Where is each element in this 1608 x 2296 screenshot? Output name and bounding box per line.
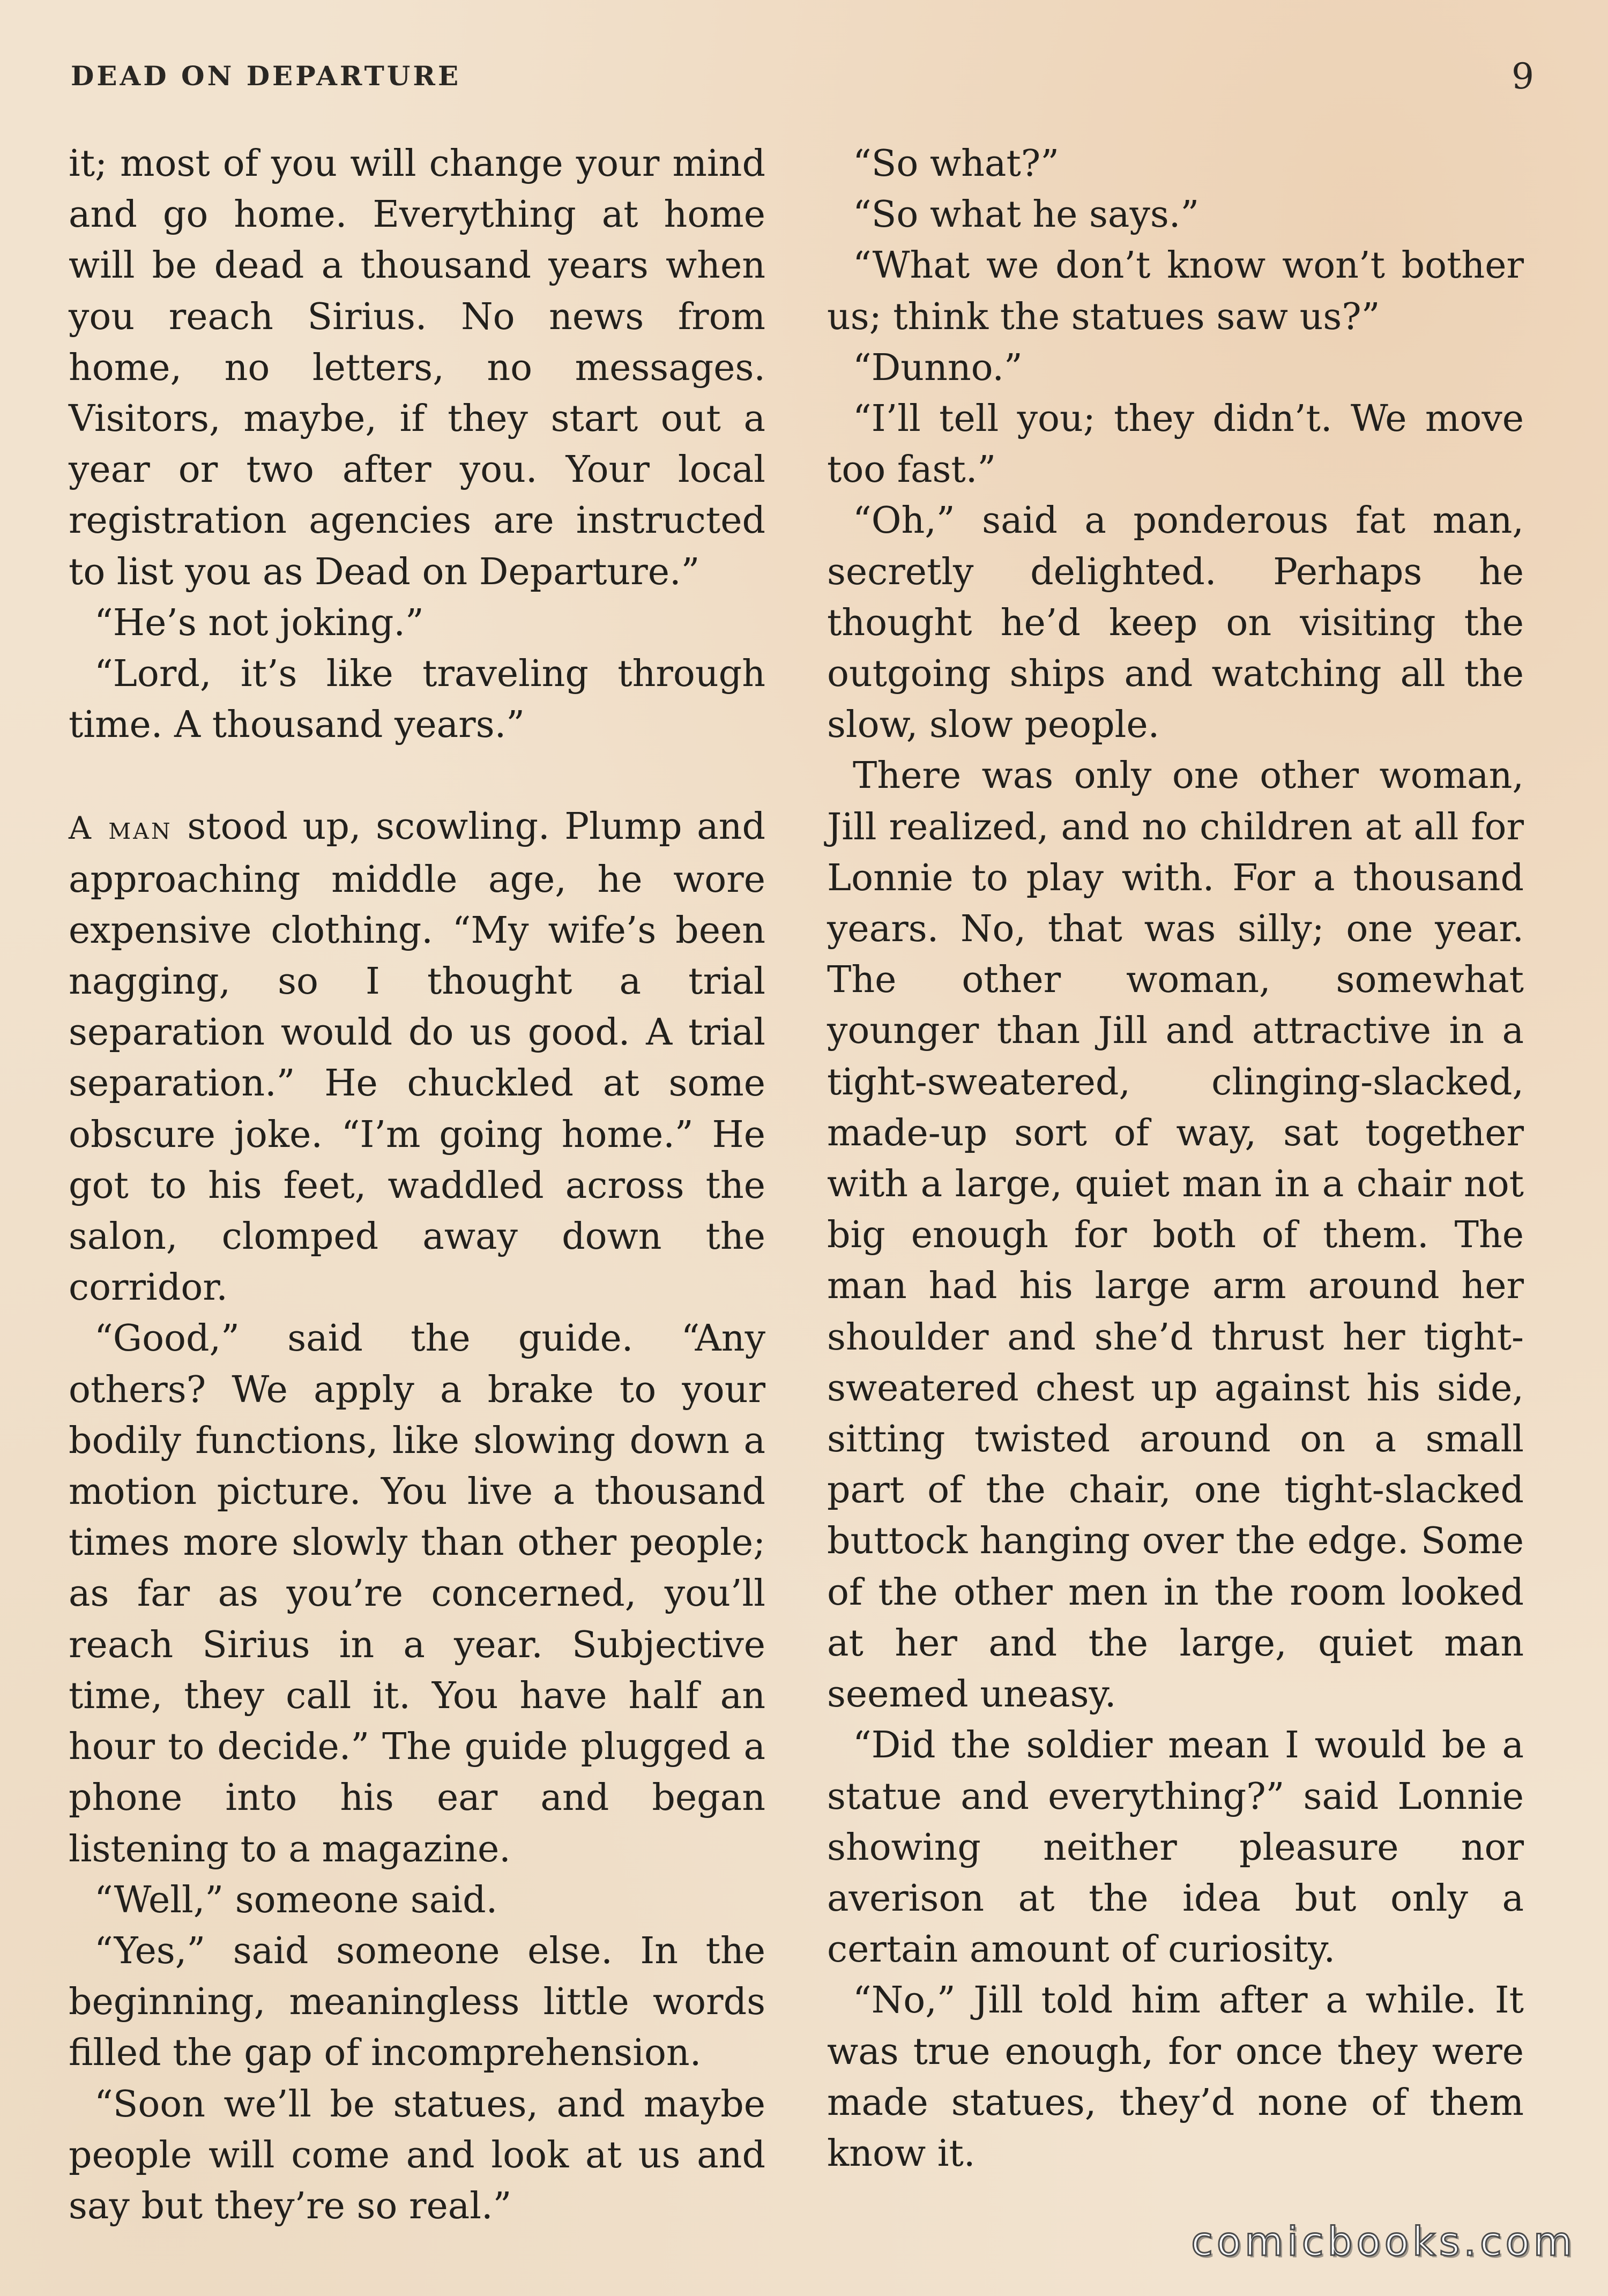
paragraph: “No,” Jill told him after a while. It was true enough, for once they were made statues, they’d none of them know it.	[827, 1979, 1524, 2175]
paragraph: “Did the soldier mean I would be a statue and everything?” said Lonnie showing neither pleasure nor averison at the idea but only a certain amount of curiosity.	[827, 1724, 1524, 1971]
paragraph: “He’s not joking.”	[94, 601, 424, 644]
paragraph-text: stood up, scowling. Plump and approaching middle age, he wore expensive clothing. “My wife’s been nagging, so I thought a trial separation would do us good. A trial separation.” He chuckled at some obscure joke. “I’m going home.” He got to his feet, waddled across the salon, clomped away down the corridor.	[69, 806, 765, 1309]
paragraph: “What we don’t know won’t bother us; think the statues saw us?”	[827, 244, 1524, 338]
paragraph: “Lord, it’s like traveling through time. A thousand years.”	[69, 653, 765, 747]
paragraph: it; most of you will change your mind and go home. Everything at home will be dead a thousand years when you reach Sirius. No news from home, no letters, no messages. Visitors, maybe, if they start out a year or two after you. Your local registration agencies are instructed to list you as Dead on Departure.”	[69, 143, 765, 593]
paragraph: “Yes,” said someone else. In the beginning, meaningless little words filled the gap of incomprehension.	[69, 1929, 765, 2075]
page-number: 9	[1512, 56, 1534, 97]
left-column	[69, 138, 765, 2232]
paragraph: “So what?”	[853, 143, 1059, 185]
small-caps-lead-in: A man	[69, 810, 173, 847]
paragraph: “I’ll tell you; they didn’t. We move too fast.”	[827, 398, 1524, 491]
paragraph: “Well,” someone said.	[94, 1878, 498, 1921]
paragraph: “Oh,” said a ponderous fat man, secretly delighted. Perhaps he thought he’d keep on visiting the outgoing ships and watching all the slow, slow people.	[827, 500, 1524, 747]
paragraph: There was only one other woman, Jill realized, and no children at all for Lonnie to play with. For a thousand years. No, that was silly; one year. The other woman, somewhat younger than Jill and attractive in a tight-sweatered, clinging-slacked, made-up sort of way, sat together with a large, quiet man in a chair not big enough for both of them. The man had his large arm around her shoulder and she’d thrust her tight-sweatered chest up against his side, sitting twisted around on a small part of the chair, one tight-slacked buttock hanging over the edge. Some of the other men in the room looked at her and the large, quiet man seemed uneasy.	[827, 755, 1524, 1716]
paragraph: “Soon we’ll be statues, and maybe people will come and look at us and say but they’re so real.”	[69, 2083, 765, 2227]
paragraph: “So what he says.”	[853, 193, 1200, 236]
watermark: comicbooks.com	[1191, 2219, 1576, 2265]
section-opening-paragraph	[69, 801, 765, 1313]
paragraph: “Dunno.”	[853, 346, 1023, 389]
running-head: DEAD ON DEPARTURE	[71, 60, 461, 92]
right-column	[827, 138, 1524, 2179]
paragraph: “Good,” said the guide. “Any others? We apply a brake to your bodily functions, like slowing down a motion picture. You live a thousand times more slowly than other people; as far as you’re concerned, you’ll reach Sirius in a year. Subjective time, they call it. You have half an hour to decide.” The guide plugged a phone into his ear and began listening to a magazine.	[69, 1317, 765, 1870]
